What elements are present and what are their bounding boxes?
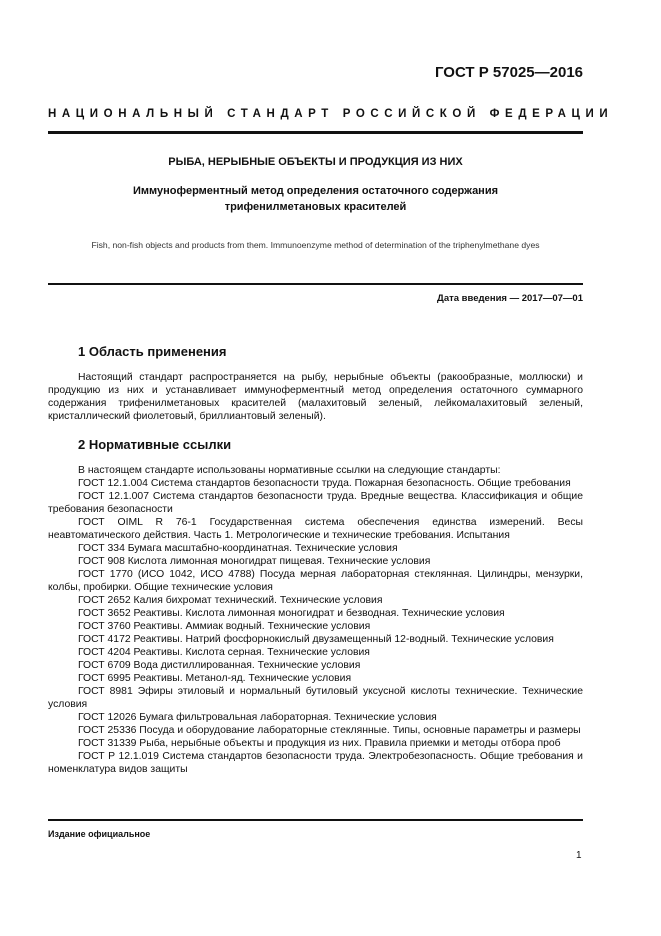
reference-item: ГОСТ 12.1.007 Система стандартов безопасности труда. Вредные вещества. Классификация и общие требования безопасности xyxy=(48,491,583,515)
document-number: ГОСТ Р 57025—2016 xyxy=(434,64,583,81)
subtitle-line-2: трифенилметановых красителей xyxy=(224,201,407,213)
reference-item: ГОСТ 12.1.004 Система стандартов безопасности труда. Пожарная безопасность. Общие требования xyxy=(78,478,571,489)
reference-item: ГОСТ Р 12.1.019 Система стандартов безопасности труда. Электробезопасность. Общие требования и номенклатура видов защиты xyxy=(48,751,583,775)
reference-item: ГОСТ 12026 Бумага фильтровальная лабораторная. Технические условия xyxy=(78,712,437,723)
reference-item: ГОСТ 3652 Реактивы. Кислота лимонная моногидрат и безводная. Технические условия xyxy=(78,608,505,619)
reference-item: ГОСТ 6995 Реактивы. Метанол-яд. Технические условия xyxy=(78,673,352,684)
references-intro: В настоящем стандарте использованы нормативные ссылки на следующие стандарты: xyxy=(78,465,501,476)
footer-divider xyxy=(48,819,583,821)
title-divider xyxy=(48,283,583,285)
edition-label: Издание официальное xyxy=(48,829,151,839)
section-2-heading: 2 Нормативные ссылки xyxy=(78,437,232,452)
top-divider xyxy=(48,131,583,134)
section-1-heading: 1 Область применения xyxy=(78,344,227,359)
section-1-paragraph: Настоящий стандарт распространяется на рыбу, нерыбные объекты (ракообразные, моллюски) и продукцию из них и устанавливает иммуноферментный метод определения остаточного суммарного содержания трифенилметановых красителей (малахитовый зеленый, лейкомалахитовый зеленый, кристаллический фиолетовый, бриллиантовый зеленый). xyxy=(48,372,583,422)
document-subtitle xyxy=(48,183,583,215)
reference-item: ГОСТ 4204 Реактивы. Кислота серная. Технические условия xyxy=(78,647,370,658)
national-standard-banner: НАЦИОНАЛЬНЫЙ СТАНДАРТ РОССИЙСКОЙ ФЕДЕРАЦИИ xyxy=(48,108,614,120)
reference-item: ГОСТ 3760 Реактивы. Аммиак водный. Технические условия xyxy=(78,621,371,632)
section-1-text xyxy=(48,371,583,423)
reference-item: ГОСТ 31339 Рыба, нерыбные объекты и продукция из них. Правила приемки и методы отбора проб xyxy=(78,738,561,749)
reference-item: ГОСТ 25336 Посуда и оборудование лабораторные стеклянные. Типы, основные параметры и размеры xyxy=(78,725,581,736)
subtitle-line-1: Иммуноферментный метод определения остаточного содержания xyxy=(132,185,499,197)
reference-item: ГОСТ 4172 Реактивы. Натрий фосфорнокислый двузамещенный 12-водный. Технические условия xyxy=(78,634,554,645)
reference-item: ГОСТ 8981 Эфиры этиловый и нормальный бутиловый уксусной кислоты технические. Технические условия xyxy=(48,686,583,710)
reference-item: ГОСТ 334 Бумага масштабно-координатная. Технические условия xyxy=(78,543,398,554)
page-number: 1 xyxy=(576,850,582,861)
effective-date: Дата введения — 2017—07—01 xyxy=(437,293,583,304)
english-title: Fish, non-fish objects and products from them. Immunoenzyme method of determination of the triphenylmethane dyes xyxy=(91,240,540,250)
reference-item: ГОСТ 1770 (ИСО 1042, ИСО 4788) Посуда мерная лабораторная стеклянная. Цилиндры, мензурки, колбы, пробирки. Общие технические условия xyxy=(48,569,583,593)
reference-item: ГОСТ 908 Кислота лимонная моногидрат пищевая. Технические условия xyxy=(78,556,431,567)
reference-item: ГОСТ 6709 Вода дистиллированная. Технические условия xyxy=(78,660,361,671)
document-title: РЫБА, НЕРЫБНЫЕ ОБЪЕКТЫ И ПРОДУКЦИЯ ИЗ НИХ xyxy=(168,156,463,168)
reference-item: ГОСТ OIML R 76-1 Государственная система обеспечения единства измерений. Весы неавтоматического действия. Часть 1. Метрологические и технические требования. Испытания xyxy=(48,517,583,541)
references-list xyxy=(48,464,583,776)
reference-item: ГОСТ 2652 Калия бихромат технический. Технические условия xyxy=(78,595,383,606)
